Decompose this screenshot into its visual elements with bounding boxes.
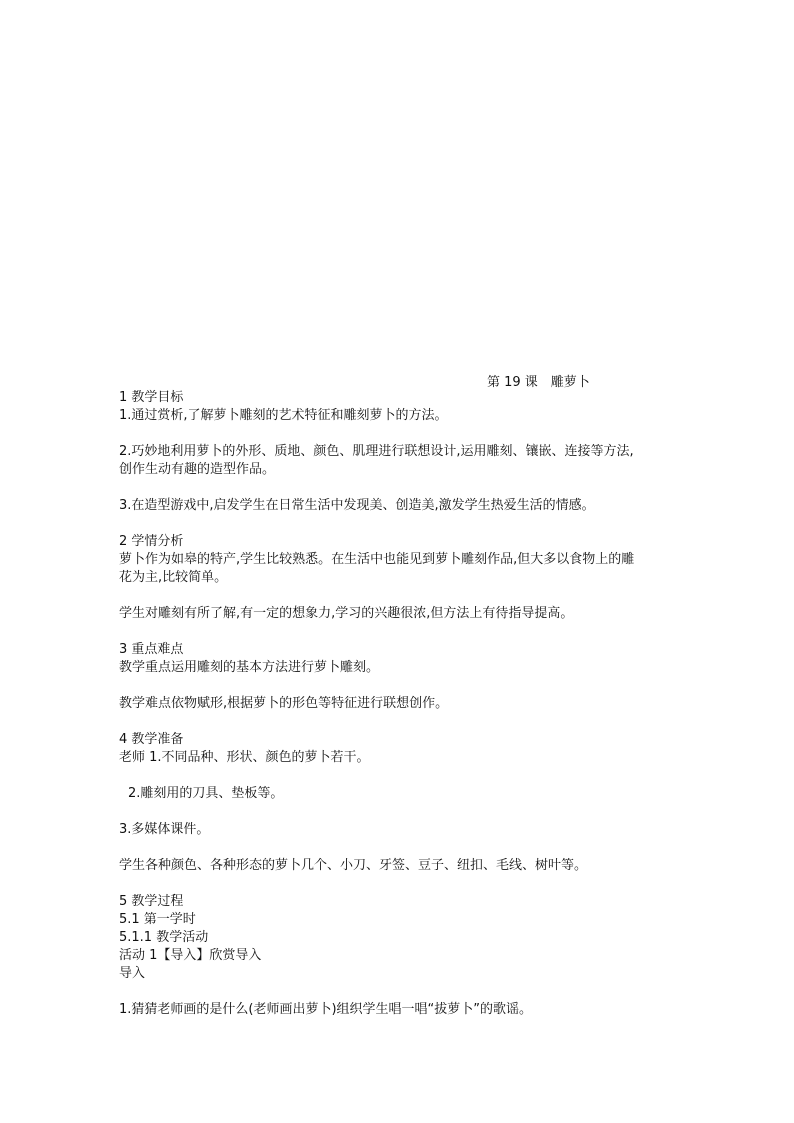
spacer [119,713,679,731]
teacher-prep-3: 3.多媒体课件。 [119,822,210,837]
spacer [119,515,679,533]
goal-2-line-1: 2.巧妙地利用萝卜的外形、质地、颜色、肌理进行联想设计,运用雕刻、镶嵌、连接等方法, [119,444,634,459]
analysis-1-line-1: 萝卜作为如皋的特产,学生比较熟悉。在生活中也能见到萝卜雕刻作品,但大多以食物上的雕 [119,552,635,567]
section-heading-key-points: 3 重点难点 [119,642,184,657]
spacer [119,623,679,641]
spacer [119,587,679,605]
intro-label: 导入 [119,966,146,981]
section-heading-teaching-goals: 1 教学目标 [119,390,184,405]
analysis-2: 学生对雕刻有所了解,有一定的想象力,学习的兴趣很浓,但方法上有待指导提高。 [119,606,574,621]
goal-2-line-2: 创作生动有趣的造型作品。 [119,462,276,477]
lesson-title: 第 19 课 雕萝卜 [487,375,590,390]
spacer [119,479,679,497]
document-body [119,389,679,1019]
teacher-prep-2: 2.雕刻用的刀具、垫板等。 [128,786,284,801]
section-heading-process: 5 教学过程 [119,894,184,909]
student-prep: 学生各种颜色、各种形态的萝卜几个、小刀、牙签、豆子、纽扣、毛线、树叶等。 [119,858,588,873]
teacher-prep-1: 老师 1.不同品种、形状、颜色的萝卜若干。 [119,750,370,765]
spacer [119,677,679,695]
spacer [119,425,679,443]
difficult-point: 教学难点依物赋形,根据萝卜的形色等特征进行联想创作。 [119,696,449,711]
spacer [119,839,679,857]
section-heading-student-analysis: 2 学情分析 [119,534,184,549]
goal-3: 3.在造型游戏中,启发学生在日常生活中发现美、创造美,激发学生热爱生活的情感。 [119,498,595,513]
goal-1: 1.通过赏析,了解萝卜雕刻的艺术特征和雕刻萝卜的方法。 [119,408,448,423]
spacer [119,803,679,821]
spacer [119,767,679,785]
key-point: 教学重点运用雕刻的基本方法进行萝卜雕刻。 [119,660,380,675]
subheading-teaching-activity: 5.1.1 教学活动 [119,930,209,945]
spacer [119,983,679,1001]
analysis-1-line-2: 花为主,比较简单。 [119,570,228,585]
subheading-first-period: 5.1 第一学时 [119,912,196,927]
section-heading-preparation: 4 教学准备 [119,732,184,747]
intro-step-1: 1.猜猜老师画的是什么(老师画出萝卜)组织学生唱一唱“拔萝卜”的歌谣。 [119,1002,533,1017]
activity-1-title: 活动 1【导入】欣赏导入 [119,948,262,963]
spacer [119,875,679,893]
